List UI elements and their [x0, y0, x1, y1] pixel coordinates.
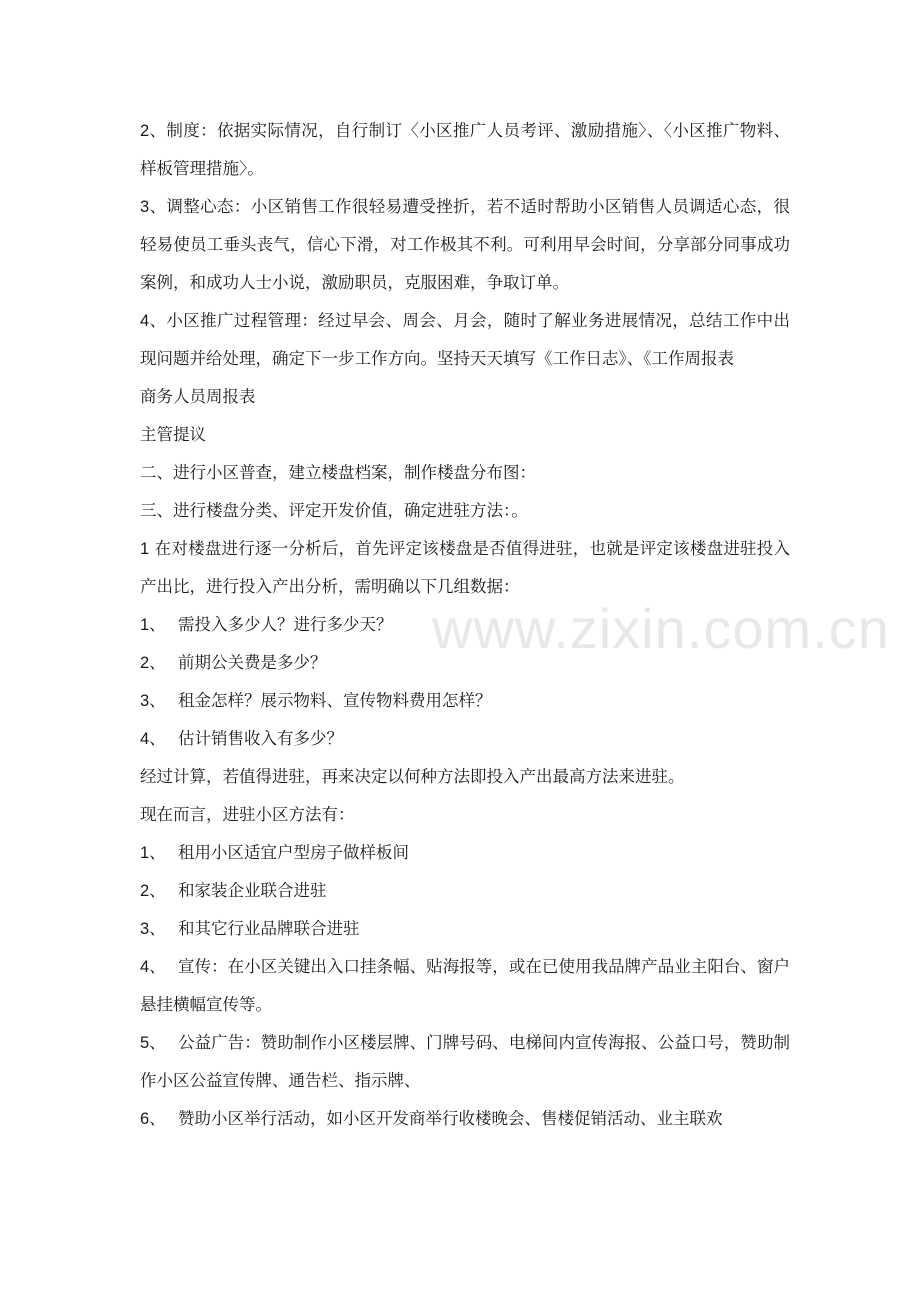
list-item	[140, 1024, 790, 1100]
item-text: 三、进行楼盘分类、评定开发价值，确定进驻方法：。	[140, 501, 528, 520]
item-text: 、小区推广过程管理：经过早会、周会、月会，随时了解业务进展情况，总结工作中出现问题并给处理，确定下一步工作方向。坚持天天填写《工作日志》、《工作周报表	[140, 311, 790, 368]
item-number: 4	[140, 312, 150, 330]
paragraph	[140, 378, 790, 416]
item-text: 主管提议	[140, 425, 206, 444]
paragraph: 现在而言，进驻小区方法有：	[140, 805, 355, 824]
item-text: 估计销售收入有多少？	[178, 729, 343, 748]
intro-section	[140, 112, 790, 606]
watermark: www.zixin.com.cn	[432, 597, 890, 660]
item-number: 4、	[140, 730, 166, 748]
data-questions-list	[140, 606, 790, 758]
paragraph	[140, 530, 790, 606]
list-item	[140, 910, 790, 948]
item-number: 6、	[140, 1110, 166, 1128]
item-number: 3、	[140, 920, 166, 938]
entry-methods-list	[140, 834, 790, 1138]
item-number: 1、	[140, 616, 166, 634]
item-text: 、调整心态：小区销售工作很轻易遭受挫折，若不适时帮助小区销售人员调适心态，很轻易使员工垂头丧气，信心下滑，对工作极其不利。可利用早会时间，分享部分同事成功案例，和成功人士小说，激励职员，克服困难，争取订单。	[140, 197, 790, 292]
paragraph	[140, 492, 790, 530]
item-number: 2、	[140, 654, 166, 672]
list-item	[140, 720, 790, 758]
item-text: 公益广告：赞助制作小区楼层牌、门牌号码、电梯间内宣传海报、公益口号，赞助制作小区公益宣传牌、通告栏、指示牌、	[140, 1033, 790, 1090]
document-body	[140, 112, 790, 1138]
list-item	[140, 644, 790, 682]
paragraph	[140, 302, 790, 378]
item-text: 和家装企业联合进驻	[178, 881, 327, 900]
item-text: 赞助小区举行活动，如小区开发商举行收楼晚会、售楼促销活动、业主联欢	[178, 1109, 723, 1128]
item-text: 需投入多少人？进行多少天？	[178, 615, 393, 634]
item-number: 3	[140, 198, 150, 216]
item-text: 租金怎样？展示物料、宣传物料费用怎样？	[178, 691, 492, 710]
item-text: 在对楼盘进行逐一分析后，首先评定该楼盘是否值得进驻，也就是评定该楼盘进驻投入产出比，进行投入产出分析，需明确以下几组数据：	[140, 539, 790, 596]
item-number: 5、	[140, 1034, 166, 1052]
item-text: 宣传：在小区关键出入口挂条幅、贴海报等，或在已使用我品牌产品业主阳台、窗户悬挂横幅宣传等。	[140, 957, 790, 1014]
paragraph	[140, 112, 790, 188]
paragraph: 经过计算，若值得进驻，再来决定以何种方法即投入产出最高方法来进驻。	[140, 767, 685, 786]
item-number: 1	[140, 540, 150, 558]
item-text: 和其它行业品牌联合进驻	[178, 919, 360, 938]
item-text: 二、进行小区普查，建立楼盘档案，制作楼盘分布图：	[140, 463, 536, 482]
item-number: 3、	[140, 692, 166, 710]
item-text: 商务人员周报表	[140, 387, 256, 406]
middle-section	[140, 758, 790, 834]
list-item	[140, 834, 790, 872]
list-item	[140, 872, 790, 910]
paragraph	[140, 454, 790, 492]
list-item	[140, 682, 790, 720]
paragraph	[140, 416, 790, 454]
item-number: 2	[140, 122, 150, 140]
list-item	[140, 1100, 790, 1138]
item-number: 1、	[140, 844, 166, 862]
item-number: 4、	[140, 958, 166, 976]
item-text: 租用小区适宜户型房子做样板间	[178, 843, 409, 862]
paragraph	[140, 188, 790, 302]
list-item	[140, 606, 790, 644]
item-text: 前期公关费是多少？	[178, 653, 327, 672]
item-text: 、制度：依据实际情况，自行制订〈小区推广人员考评、激励措施〉、〈小区推广物料、样板管理措施〉。	[140, 121, 790, 178]
list-item	[140, 948, 790, 1024]
item-number: 2、	[140, 882, 166, 900]
